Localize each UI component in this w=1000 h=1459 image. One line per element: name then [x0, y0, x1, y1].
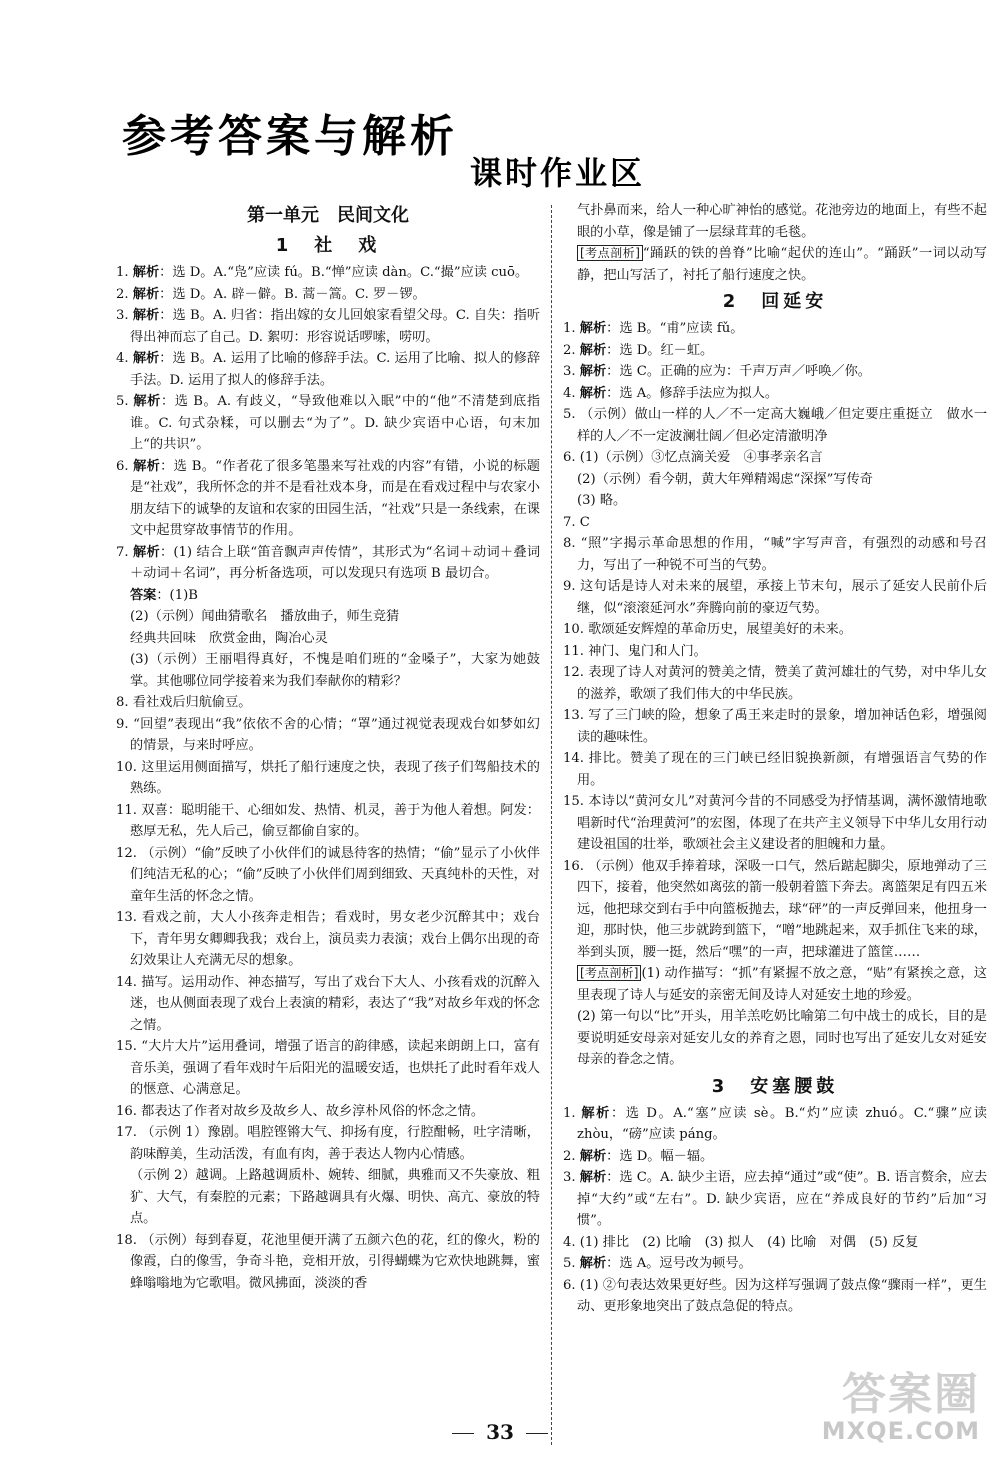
- item-text: (2)（示例）看今朝，黄大年殚精竭虑“深探”写传奇: [577, 471, 873, 487]
- answer-item: [563, 791, 987, 856]
- answer-item: [563, 963, 987, 1006]
- item-text: （示例 1）豫剧。唱腔铿锵大气、抑扬有度，行腔酣畅，吐字清晰，韵味醇美，生动活泼，有血有肉，善于表达人物内心情感。: [130, 1125, 540, 1162]
- item-text: (2) 第一句以“比”开头，用羊羔吃奶比喻第二句中战士的成长，目的是要说明延安母亲对延安儿女的养育之恩，同时也写出了延安儿女对延安母亲的眷念之情。: [577, 1009, 987, 1067]
- item-text: (1) 排比 (2) 比喻 (3) 拟人 (4) 比喻 对偶 (5) 反复: [579, 1234, 919, 1250]
- item-keyword: 解析: [579, 321, 607, 336]
- item-text: 看戏之前，大人小孩奔走相告；看戏时，男女老少沉醉其中；戏台下，青年男女卿卿我我；戏台上，演员卖力表演；戏台上偶尔出现的奇幻效果让人充满无尽的想象。: [130, 910, 540, 968]
- item-number: 5.: [563, 1256, 580, 1271]
- item-text: 排比。赞美了现在的三门峡已经旧貌换新颜，有增强语言气势的作用。: [577, 751, 987, 788]
- item-text: （示例）“偷”反映了小伙伴们的诚恳待客的热情；“偷”显示了小伙伴们纯洁无私的心；“偷”反映了小伙伴们周到细致、天真纯朴的天性，对童年生活的怀念之情。: [130, 845, 540, 904]
- page-sub-title: 课时作业区: [470, 154, 646, 192]
- item-number: 11.: [116, 802, 142, 818]
- item-text: 都表达了作者对故乡及故乡人、故乡淳朴风俗的怀念之情。: [141, 1103, 485, 1119]
- answer-item: [116, 305, 540, 348]
- answer-item: [116, 800, 540, 843]
- item-number: 9.: [563, 579, 581, 594]
- answer-item: [563, 340, 987, 362]
- answer-item: [563, 404, 987, 447]
- answer-item: [116, 585, 540, 607]
- item-number: 10.: [116, 759, 142, 775]
- item-text: (1) ②句表达效果更好些。因为这样写强调了鼓点像“骤雨一样”，更生动、更形象地突出了鼓点急促的特点。: [577, 1277, 987, 1314]
- item-keyword: 解析: [132, 308, 160, 323]
- item-number: 9.: [116, 716, 134, 732]
- item-number: 6.: [563, 1277, 580, 1293]
- item-keyword: 解析: [132, 351, 160, 366]
- item-text: 这里运用侧面描写，烘托了船行速度之快，表现了孩子们驾船技术的熟练。: [130, 759, 540, 796]
- item-keyword: 解析: [132, 265, 160, 280]
- answer-list-2: [563, 318, 987, 1071]
- item-text: (3) 略。: [577, 493, 627, 508]
- answer-item: [116, 606, 540, 628]
- item-text: 经典共回味 欣赏金曲，陶冶心灵: [130, 630, 328, 646]
- answer-item: [563, 1253, 987, 1275]
- answer-item: [116, 348, 540, 391]
- footer-dash: [526, 1433, 548, 1434]
- answer-item: [563, 490, 987, 512]
- item-number: 3.: [116, 308, 133, 323]
- answer-item: [116, 843, 540, 908]
- answer-item: [563, 619, 987, 641]
- item-number: 1.: [116, 265, 133, 280]
- item-text: ：选 B。A. 有歧义，“导致他难以入眠”中的“他”不清楚到底指谁。C. 句式杂糅，可以删去“为了”。D. 缺少宾语中心语，句末加上“的共识”。: [130, 394, 541, 452]
- item-text: ：(1) 结合上联“笛音飘声声传情”，其形式为“名词＋动词＋叠词＋动词＋名词”，再分析备选项，可以发现只有选项 B 最切合。: [130, 544, 541, 581]
- item-number: 6.: [116, 458, 134, 474]
- item-number: 10.: [563, 622, 589, 637]
- answer-item: [563, 1167, 987, 1232]
- answer-item: [563, 1103, 987, 1146]
- answer-item: [563, 533, 987, 576]
- item-text: ：选 D。幅－辐。: [606, 1148, 714, 1164]
- item-number: 8.: [563, 536, 581, 551]
- footer-dash: [452, 1433, 474, 1434]
- answer-list-1-continued: [563, 200, 987, 286]
- item-keyword: 答案: [130, 587, 157, 603]
- item-number: 11.: [563, 643, 589, 659]
- item-number: 2.: [116, 286, 133, 302]
- answer-item: [116, 1101, 540, 1123]
- answer-item: [563, 383, 987, 405]
- item-number: 3.: [563, 364, 580, 379]
- item-text: ：选 D。A.“凫”应读 fú。B.“惮”应读 dàn。C.“撮”应读 cuō。: [159, 265, 529, 280]
- page-main-title: 参考答案与解析: [122, 111, 458, 162]
- item-text: ：选 B。A. 运用了比喻的修辞手法。C. 运用了比喻、拟人的修辞手法。D. 运用了拟人的修辞手法。: [130, 351, 541, 388]
- item-text: ：选 B。“甫”应读 fǔ。: [606, 321, 744, 336]
- item-number: 16.: [116, 1103, 142, 1119]
- item-text: “踊跃的铁的兽脊”比喻“起伏的连山”。“踊跃”一词以动写静，把山写活了，衬托了船行速度之快。: [577, 246, 987, 283]
- item-number: 13.: [563, 708, 589, 723]
- item-text: ：选 B。“作者花了很多笔墨来写社戏的内容”有错，小说的标题是“社戏”，我所怀念的并不是看社戏本身，而是在看戏过程中与农家小朋友结下的诚挚的友谊和农家的田园生活，“社戏”只是一条线索，在课文中起贯穿故事情节的作用。: [130, 458, 540, 538]
- item-text: 表现了诗人对黄河的赞美之情，赞美了黄河雄壮的气势，对中华儿女的滋养，歌颂了我们伟大的中华民族。: [577, 665, 987, 702]
- item-text: (2)（示例）闻曲猜歌名 播放曲子，师生竞猜: [130, 609, 400, 624]
- answer-item: [563, 512, 987, 534]
- answer-item: [116, 972, 540, 1037]
- item-text: 本诗以“黄河女儿”对黄河今昔的不同感受为抒情基调，满怀激情地歌唱新时代“治理黄河”的宏图，体现了在共产主义领导下中华儿女用行动建设祖国的壮举，歌颂社会主义建设者的胆魄和力量。: [577, 794, 987, 852]
- item-keyword: 解析: [133, 458, 161, 474]
- answer-item: [563, 1275, 987, 1318]
- item-number: 12.: [563, 665, 589, 680]
- answer-item: [563, 641, 987, 663]
- item-text: （示例）每到春夏，花池里便开满了五颜六色的花，红的像火，粉的像霞，白的像雪，争奇斗艳，竞相开放，引得蝴蝶为它欢快地跳舞，蜜蜂嗡嗡地为它歌唱。微风拂面，淡淡的香: [130, 1232, 540, 1291]
- answer-item: [116, 1036, 540, 1101]
- item-number: 2.: [563, 342, 580, 358]
- answer-item: [116, 1230, 540, 1295]
- item-text: （示例）做山一样的人／不一定高大巍峨／但定要庄重挺立 做水一样的人／不一定波澜壮阔／但必定清澈明净: [577, 407, 988, 444]
- exam-point-tag: [考点剖析]: [577, 965, 641, 981]
- item-keyword: 解析: [579, 1170, 607, 1185]
- item-number: 5.: [563, 407, 581, 422]
- item-number: 14.: [563, 751, 589, 766]
- section-title-3: 3 安塞腰鼓: [711, 1075, 839, 1097]
- answer-item: [116, 1122, 540, 1165]
- item-text: 气扑鼻而来，给人一种心旷神怡的感觉。花池旁边的地面上，有些不起眼的小草，像是铺了一层绿茸茸的毛毯。: [577, 203, 987, 240]
- item-number: 7.: [116, 544, 134, 560]
- item-text: “回望”表现出“我”依依不舍的心情；“罩”通过视觉表现戏台如梦如幻的情景，与来时呼应。: [130, 716, 540, 753]
- item-text: “大片大片”运用叠词，增强了语言的韵律感，读起来朗朗上口，富有音乐美，强调了看年戏时午后阳光的温暖安适，也烘托了此时看年戏人的惬意、心满意足。: [130, 1039, 540, 1097]
- watermark-logo-text: 答案圈: [842, 1369, 980, 1420]
- answer-item: [563, 705, 987, 748]
- item-text: C: [579, 514, 590, 530]
- item-text: 看社戏后归航偷豆。: [132, 695, 252, 710]
- item-keyword: 解析: [579, 1148, 607, 1164]
- answer-item: [563, 576, 987, 619]
- item-number: 14.: [116, 974, 142, 990]
- left-column: [116, 200, 540, 1294]
- answer-item: [116, 692, 540, 714]
- answer-item: [116, 391, 540, 456]
- item-number: 4.: [116, 351, 133, 366]
- watermark-url: MXQE.COM: [821, 1417, 980, 1445]
- item-text: （示例 2）越调。上路越调质朴、婉转、细腻，典雅而又不失豪放、粗犷、大气，有秦腔的元素；下路越调具有火爆、明快、高亢、豪放的特点。: [130, 1168, 540, 1226]
- item-number: 13.: [116, 910, 142, 925]
- item-number: 3.: [563, 1170, 580, 1185]
- column-divider: [551, 205, 552, 1445]
- item-text: ：选 C。正确的应为：千声万声／呼唤／你。: [606, 364, 871, 379]
- answer-item: [563, 1146, 987, 1168]
- item-text: (1)（示例）③忆点滴关爱 ④事孝亲名言: [579, 450, 823, 465]
- item-keyword: 解析: [579, 1256, 607, 1271]
- item-text: (3)（示例）王丽唱得真好，不愧是咱们班的“金嗓子”，大家为她鼓掌。其他哪位同学接着来为我们奉献你的精彩？: [130, 652, 540, 689]
- item-text: 写了三门峡的险，想象了禹王来走时的景象，增加神话色彩，增强阅读的趣味性。: [577, 708, 987, 745]
- item-keyword: 解析: [579, 385, 607, 401]
- item-text: 描写。运用动作、神态描写，写出了戏台下大人、小孩看戏的沉醉入迷，也从侧面表现了戏台上表演的精彩，表达了“我”对故乡年戏的怀念之情。: [130, 974, 540, 1033]
- answer-item: [563, 1232, 987, 1254]
- item-number: 2.: [563, 1148, 580, 1164]
- answer-item: [563, 748, 987, 791]
- item-number: 16.: [563, 858, 589, 874]
- item-text: ：选 D。A. 辟－僻。B. 蒿－篙。C. 罗－锣。: [159, 286, 426, 302]
- answer-item: [563, 469, 987, 491]
- item-text: ：选 A。修辞手法应为拟人。: [606, 385, 779, 401]
- answer-item: [563, 662, 987, 705]
- item-keyword: 解析: [133, 394, 161, 409]
- item-text: 这句话是诗人对未来的展望，承接上节末句，展示了延安人民前仆后继，似“滚滚延河水”奔腾向前的豪迈气势。: [577, 579, 988, 616]
- watermark: [821, 1369, 980, 1445]
- item-number: 6.: [563, 450, 580, 465]
- answer-list-1: [116, 262, 540, 1294]
- answer-item: [116, 1165, 540, 1230]
- answer-item: [116, 542, 540, 585]
- answer-item: [116, 757, 540, 800]
- right-column: [563, 200, 987, 1318]
- item-text: (1) 动作描写：“抓”有紧握不放之意，“贴”有紧挨之意，这里表现了诗人与延安的亲密无间及诗人对延安土地的珍爱。: [577, 966, 987, 1003]
- item-text: ：选 B。A. 归省：指出嫁的女儿回娘家看望父母。C. 自失：指听得出神而忘了自己。D. 絮叨：形容说话啰嗦，唠叨。: [130, 308, 541, 345]
- item-text: ：选 C。A. 缺少主语，应去掉“通过”或“使”。B. 语言赘余，应去掉“大约”或“左右”。D. 缺少宾语，应在“养成良好的节约”后加“习惯”。: [577, 1170, 988, 1228]
- exam-point-tag: [考点剖析]: [577, 245, 643, 261]
- answer-item: [563, 447, 987, 469]
- answer-item: [563, 361, 987, 383]
- item-text: ：(1)B: [156, 587, 198, 603]
- item-number: 15.: [563, 794, 589, 809]
- answer-item: [563, 318, 987, 340]
- section-title-1: 1 社 戏: [275, 235, 381, 256]
- item-number: 8.: [116, 695, 133, 710]
- item-number: 1.: [563, 321, 580, 336]
- answer-item: [563, 1006, 987, 1071]
- answer-item: [116, 262, 540, 284]
- item-text: 神门、鬼门和人门。: [588, 643, 707, 659]
- item-text: “照”字揭示革命思想的作用，“喊”字写声音，有强烈的动感和号召力，写出了一种锐不可当的气势。: [577, 536, 987, 573]
- answer-item: [116, 649, 540, 692]
- item-text: ：选 A。逗号改为顿号。: [606, 1256, 752, 1271]
- item-number: 1.: [563, 1105, 582, 1121]
- answer-item: [116, 714, 540, 757]
- item-text: ：选 D。红－虹。: [606, 342, 714, 358]
- answer-item: [116, 456, 540, 542]
- item-keyword: 解析: [579, 342, 607, 358]
- answer-item: [563, 200, 987, 243]
- answer-item: [116, 284, 540, 306]
- item-number: 4.: [563, 385, 580, 401]
- item-keyword: 解析: [133, 544, 160, 560]
- answer-item: [563, 856, 987, 964]
- item-number: 12.: [116, 845, 142, 861]
- answer-list-3: [563, 1103, 987, 1318]
- item-text: 歌颂延安辉煌的革命历史，展望美好的未来。: [588, 622, 852, 637]
- answer-item: [563, 243, 987, 286]
- item-keyword: 解析: [132, 286, 160, 302]
- answer-item: [116, 907, 540, 972]
- item-number: 4.: [563, 1234, 580, 1250]
- item-keyword: 解析: [581, 1105, 611, 1121]
- item-number: 15.: [116, 1039, 142, 1054]
- page-number: 33: [486, 1420, 514, 1444]
- section-title-2: 2 回延安: [722, 291, 828, 312]
- item-text: ：选 D。A.“塞”应读 sè。B.“灼”应读 zhuó。C.“骤”应读 zhòu，“磅”应读 páng。: [577, 1105, 987, 1142]
- answer-item: [116, 628, 540, 650]
- item-text: 双喜：聪明能干、心细如发、热情、机灵，善于为他人着想。阿发：憨厚无私，先人后己，偷豆都偷自家的。: [130, 802, 540, 839]
- item-number: 7.: [563, 514, 580, 530]
- item-number: 5.: [116, 394, 134, 409]
- item-number: 18.: [116, 1232, 142, 1248]
- item-number: 17.: [116, 1125, 142, 1140]
- item-text: （示例）他双手捧着球，深吸一口气，然后踮起脚尖，原地弹动了三四下，接着，他突然如离弦的箭一般朝着篮下奔去。离篮架足有四五米远，他把球交到右手中向篮板抛去，球“砰”的一声反弹回来，他扭身一迎，那时快，他三步就跨到篮下，“噌”地跳起来，双手抓住飞来的球，举到头顶，腰一挺，然后“嘿”的一声，把球灌进了篮筐……: [577, 858, 987, 960]
- unit-title: 第一单元 民间文化: [247, 205, 409, 226]
- item-keyword: 解析: [579, 364, 607, 379]
